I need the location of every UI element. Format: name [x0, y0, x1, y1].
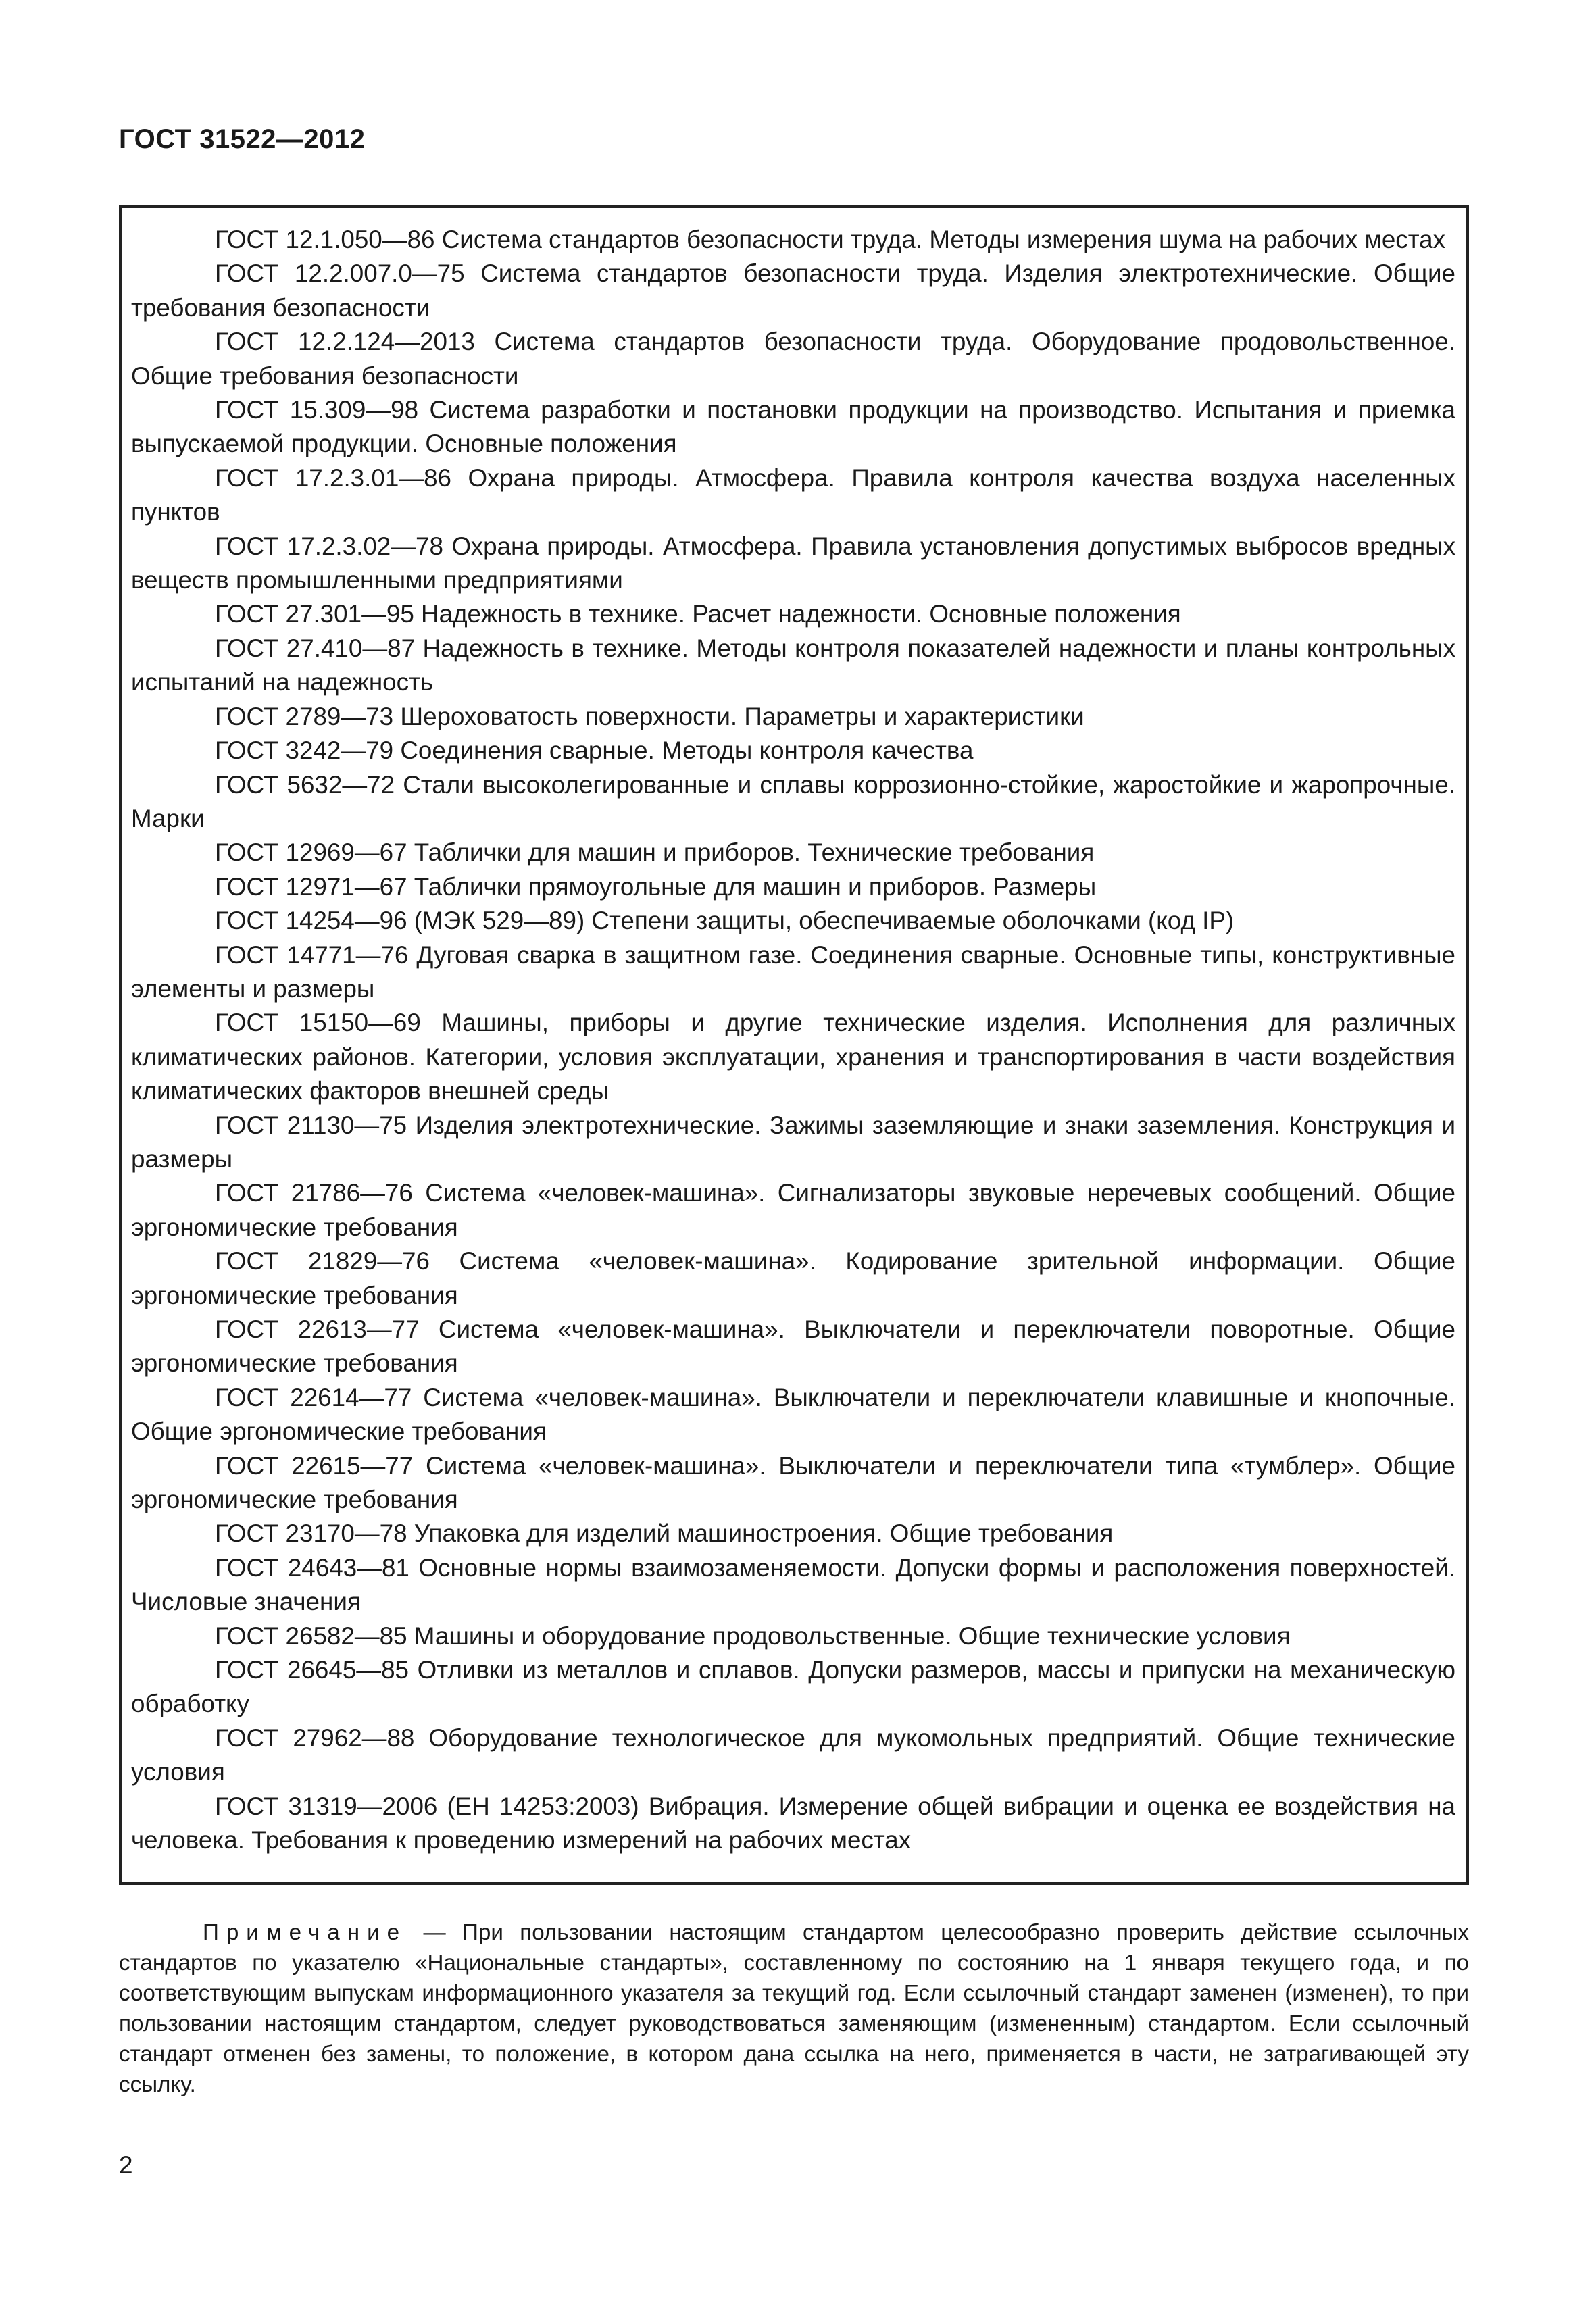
- reference-item: ГОСТ 23170—78 Упаковка для изделий машиностроения. Общие требования: [215, 1519, 1114, 1548]
- reference-item: ГОСТ 21829—76 Система «человек-машина». Кодирование зрительной информации. Общие эргономические требования: [131, 1247, 1455, 1309]
- reference-item: ГОСТ 26582—85 Машины и оборудование продовольственные. Общие технические условия: [215, 1621, 1291, 1650]
- reference-item: ГОСТ 17.2.3.01—86 Охрана природы. Атмосфера. Правила контроля качества воздуха населенных пунктов: [131, 463, 1455, 526]
- note-paragraph: [119, 1917, 1469, 2100]
- reference-item: ГОСТ 17.2.3.02—78 Охрана природы. Атмосфера. Правила установления допустимых выбросов вредных веществ промышленными предприятиями: [131, 532, 1455, 595]
- reference-item: ГОСТ 12971—67 Таблички прямоугольные для машин и приборов. Размеры: [215, 872, 1097, 901]
- reference-item: ГОСТ 21786—76 Система «человек-машина». Сигнализаторы звуковые неречевых сообщений. Общие эргономические требования: [131, 1179, 1455, 1241]
- reference-item: ГОСТ 22613—77 Система «человек-машина». Выключатели и переключатели поворотные. Общие эргономические требования: [131, 1315, 1455, 1378]
- reference-item: ГОСТ 12.2.007.0—75 Система стандартов безопасности труда. Изделия электротехнические. Общие требования безопасности: [131, 259, 1455, 322]
- reference-item: ГОСТ 3242—79 Соединения сварные. Методы контроля качества: [215, 736, 974, 765]
- reference-item: ГОСТ 12969—67 Таблички для машин и приборов. Технические требования: [215, 838, 1095, 867]
- document-header: ГОСТ 31522—2012: [119, 124, 366, 154]
- references-list: [131, 223, 1455, 1858]
- reference-item: ГОСТ 15.309—98 Система разработки и постановки продукции на производство. Испытания и приемка выпускаемой продукции. Основные положения: [131, 396, 1455, 458]
- reference-item: ГОСТ 12.2.124—2013 Система стандартов безопасности труда. Оборудование продовольственное. Общие требования безопасности: [131, 328, 1455, 390]
- reference-item: ГОСТ 27.410—87 Надежность в технике. Методы контроля показателей надежности и планы контрольных испытаний на надежность: [131, 634, 1455, 697]
- reference-item: ГОСТ 24643—81 Основные нормы взаимозаменяемости. Допуски формы и расположения поверхностей. Числовые значения: [131, 1553, 1455, 1616]
- reference-item: ГОСТ 15150—69 Машины, приборы и другие технические изделия. Исполнения для различных климатических районов. Категории, условия эксплуатации, хранения и транспортирования в части воздействия климатических факторов внешней среды: [131, 1009, 1455, 1105]
- reference-item: ГОСТ 27962—88 Оборудование технологическое для мукомольных предприятий. Общие технические условия: [131, 1724, 1455, 1786]
- reference-item: ГОСТ 31319—2006 (ЕН 14253:2003) Вибрация. Измерение общей вибрации и оценка ее воздействия на человека. Требования к проведению измерений на рабочих местах: [131, 1792, 1455, 1855]
- normative-references-box: [119, 205, 1469, 1885]
- reference-item: ГОСТ 22614—77 Система «человек-машина». Выключатели и переключатели клавишные и кнопочные. Общие эргономические требования: [131, 1383, 1455, 1446]
- reference-item: ГОСТ 2789—73 Шероховатость поверхности. Параметры и характеристики: [215, 702, 1084, 730]
- reference-item: ГОСТ 12.1.050—86 Система стандартов безопасности труда. Методы измерения шума на рабочих местах: [215, 226, 1445, 253]
- reference-item: ГОСТ 14771—76 Дуговая сварка в защитном газе. Соединения сварные. Основные типы, конструктивные элементы и размеры: [131, 940, 1455, 1003]
- reference-item: ГОСТ 21130—75 Изделия электротехнические. Зажимы заземляющие и знаки заземления. Конструкция и размеры: [131, 1111, 1455, 1173]
- reference-item: ГОСТ 27.301—95 Надежность в технике. Расчет надежности. Основные положения: [215, 600, 1181, 628]
- page-number: 2: [119, 2151, 133, 2179]
- reference-item: ГОСТ 5632—72 Стали высоколегированные и сплавы коррозионно-стойкие, жаростойкие и жаропрочные. Марки: [131, 770, 1455, 832]
- note-label: Примечание: [203, 1920, 407, 1946]
- note-text: — При пользовании настоящим стандартом целесообразно проверить действие ссылочных стандартов по указателю «Национальные стандарты», составленному по состоянию на 1 января текущего года, и по соответствующим выпускам информационного указателя за текущий год. Если ссылочный стандарт заменен (изменен), то при пользовании настоящим стандартом, следует руководствоваться заменяющим (измененным) стандартом. Если ссылочный стандарт отменен без замены, то положение, в котором дана ссылка на него, применяется в части, не затрагивающей эту ссылку.: [119, 1920, 1469, 2098]
- reference-item: ГОСТ 26645—85 Отливки из металлов и сплавов. Допуски размеров, массы и припуски на механическую обработку: [131, 1656, 1455, 1718]
- reference-item: ГОСТ 14254—96 (МЭК 529—89) Степени защиты, обеспечиваемые оболочками (код IP): [215, 907, 1235, 935]
- reference-item: ГОСТ 22615—77 Система «человек-машина». Выключатели и переключатели типа «тумблер». Общие эргономические требования: [131, 1451, 1455, 1514]
